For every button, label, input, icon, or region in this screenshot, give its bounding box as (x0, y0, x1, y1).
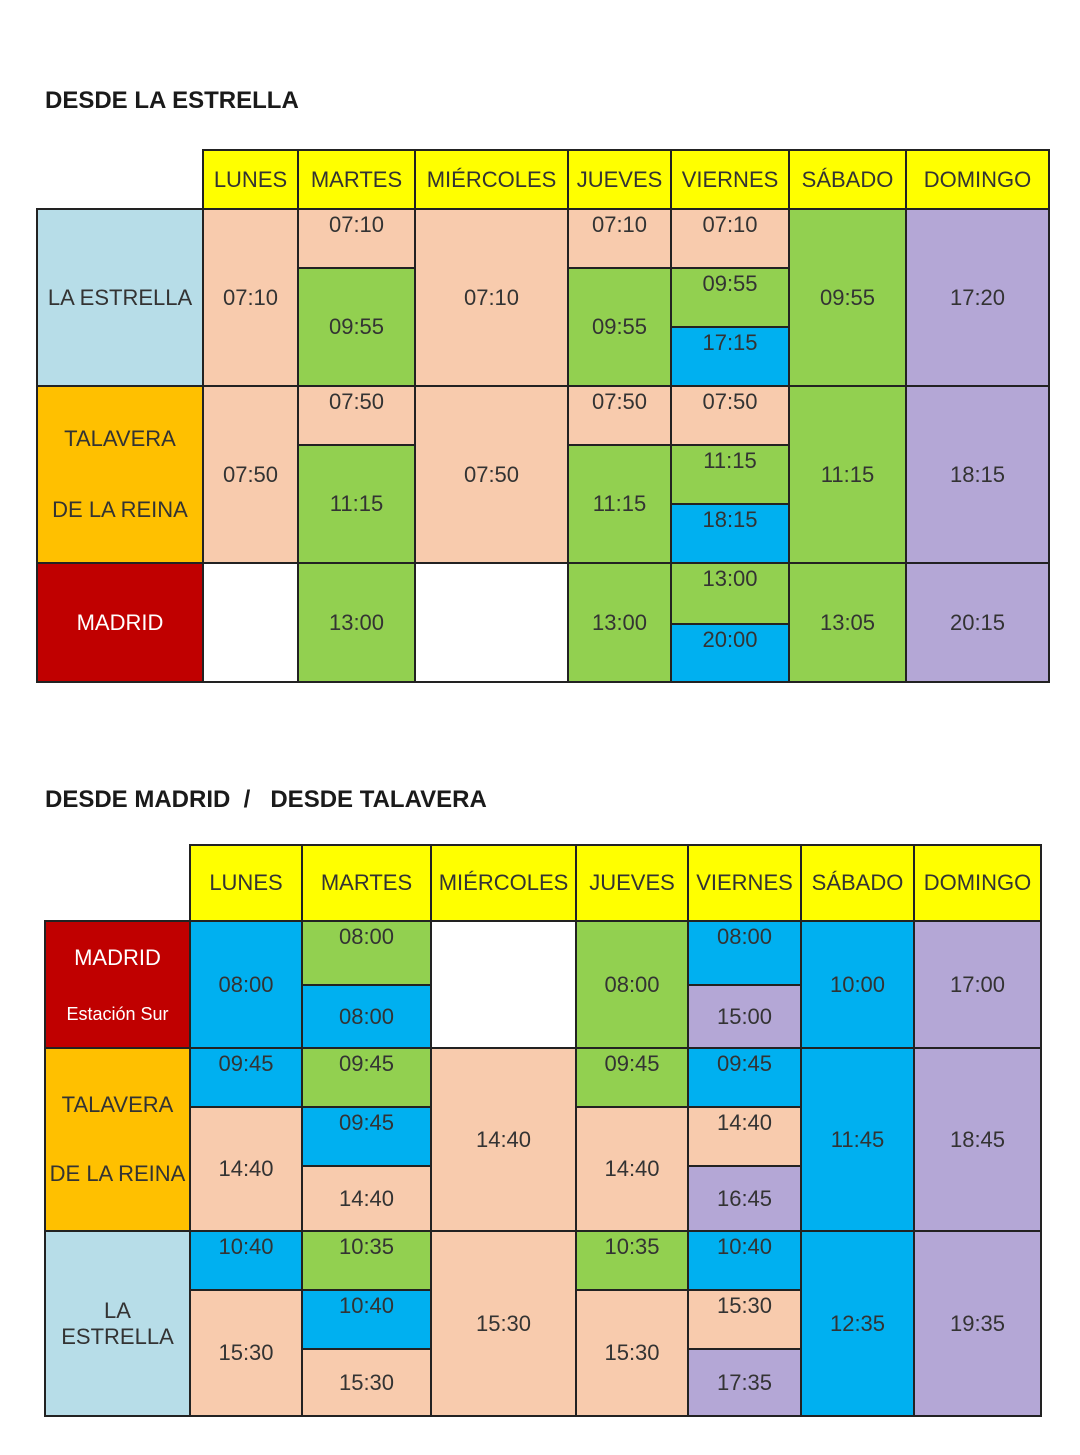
time-cell: 08:00 (301, 984, 432, 1049)
empty-cell (414, 562, 569, 683)
time-cell: 10:00 (800, 920, 915, 1049)
time-cell: 19:35 (913, 1230, 1042, 1417)
header-jueves: JUEVES (575, 844, 689, 922)
time-cell: 15:30 (575, 1289, 689, 1417)
time-cell: 08:00 (189, 920, 303, 1049)
time-cell: 07:10 (414, 208, 569, 387)
time-cell: 12:35 (800, 1230, 915, 1417)
header-sabado: SÁBADO (788, 149, 907, 210)
header-domingo: DOMINGO (905, 149, 1050, 210)
empty-cell (430, 920, 577, 1049)
time-cell: 20:00 (670, 623, 790, 683)
time-cell: 11:15 (567, 444, 672, 564)
time-cell: 15:30 (189, 1289, 303, 1417)
header-martes: MARTES (297, 149, 416, 210)
time-cell: 07:50 (414, 385, 569, 564)
header-miercoles: MIÉRCOLES (414, 149, 569, 210)
header-jueves: JUEVES (567, 149, 672, 210)
time-cell: 09:55 (567, 267, 672, 387)
time-cell: 09:45 (301, 1047, 432, 1108)
header-viernes: VIERNES (670, 149, 790, 210)
time-cell: 10:40 (189, 1230, 303, 1291)
time-cell: 15:00 (687, 984, 802, 1049)
time-cell: 17:15 (670, 326, 790, 387)
time-cell: 08:00 (575, 920, 689, 1049)
time-cell: 13:00 (670, 562, 790, 625)
stop-talavera-de-la-reina: TALAVERA DE LA REINA (36, 385, 204, 564)
time-cell: 14:40 (430, 1047, 577, 1232)
time-cell: 09:55 (788, 208, 907, 387)
time-cell: 17:20 (905, 208, 1050, 387)
time-cell: 13:00 (297, 562, 416, 683)
section-1-title: DESDE LA ESTRELLA (45, 87, 299, 114)
time-cell: 09:45 (189, 1047, 303, 1108)
time-cell: 15:30 (301, 1348, 432, 1417)
time-cell: 07:50 (297, 385, 416, 446)
time-cell: 09:55 (297, 267, 416, 387)
time-cell: 09:55 (670, 267, 790, 328)
time-cell: 14:40 (301, 1165, 432, 1232)
time-cell: 08:00 (687, 920, 802, 986)
time-cell: 07:50 (567, 385, 672, 446)
stop-la-estrella: LA ESTRELLA (44, 1230, 191, 1417)
header-viernes: VIERNES (687, 844, 802, 922)
time-cell: 14:40 (575, 1106, 689, 1232)
time-cell: 11:15 (297, 444, 416, 564)
header-domingo: DOMINGO (913, 844, 1042, 922)
time-cell: 07:50 (670, 385, 790, 446)
header-sabado: SÁBADO (800, 844, 915, 922)
time-cell: 18:45 (913, 1047, 1042, 1232)
stop-madrid-estacion-sur: MADRID Estación Sur (44, 920, 191, 1049)
time-cell: 17:35 (687, 1348, 802, 1417)
time-cell: 15:30 (430, 1230, 577, 1417)
time-cell: 07:10 (567, 208, 672, 269)
header-martes: MARTES (301, 844, 432, 922)
header-miercoles: MIÉRCOLES (430, 844, 577, 922)
time-cell: 16:45 (687, 1165, 802, 1232)
section-2-title: DESDE MADRID / DESDE TALAVERA (45, 786, 487, 813)
time-cell: 18:15 (670, 503, 790, 564)
time-cell: 07:10 (202, 208, 299, 387)
time-cell: 15:30 (687, 1289, 802, 1350)
header-lunes: LUNES (189, 844, 303, 922)
time-cell: 13:00 (567, 562, 672, 683)
time-cell: 10:35 (575, 1230, 689, 1291)
time-cell: 20:15 (905, 562, 1050, 683)
empty-cell (202, 562, 299, 683)
time-cell: 07:10 (670, 208, 790, 269)
time-cell: 17:00 (913, 920, 1042, 1049)
time-cell: 14:40 (189, 1106, 303, 1232)
time-cell: 08:00 (301, 920, 432, 986)
time-cell: 09:45 (575, 1047, 689, 1108)
time-cell: 10:40 (687, 1230, 802, 1291)
time-cell: 11:15 (788, 385, 907, 564)
stop-talavera-de-la-reina: TALAVERA DE LA REINA (44, 1047, 191, 1232)
time-cell: 09:45 (687, 1047, 802, 1108)
time-cell: 14:40 (687, 1106, 802, 1167)
time-cell: 07:10 (297, 208, 416, 269)
stop-la-estrella: LA ESTRELLA (36, 208, 204, 387)
time-cell: 18:15 (905, 385, 1050, 564)
header-lunes: LUNES (202, 149, 299, 210)
time-cell: 11:15 (670, 444, 790, 505)
time-cell: 13:05 (788, 562, 907, 683)
time-cell: 11:45 (800, 1047, 915, 1232)
time-cell: 10:40 (301, 1289, 432, 1350)
time-cell: 09:45 (301, 1106, 432, 1167)
stop-madrid: MADRID (36, 562, 204, 683)
time-cell: 10:35 (301, 1230, 432, 1291)
time-cell: 07:50 (202, 385, 299, 564)
